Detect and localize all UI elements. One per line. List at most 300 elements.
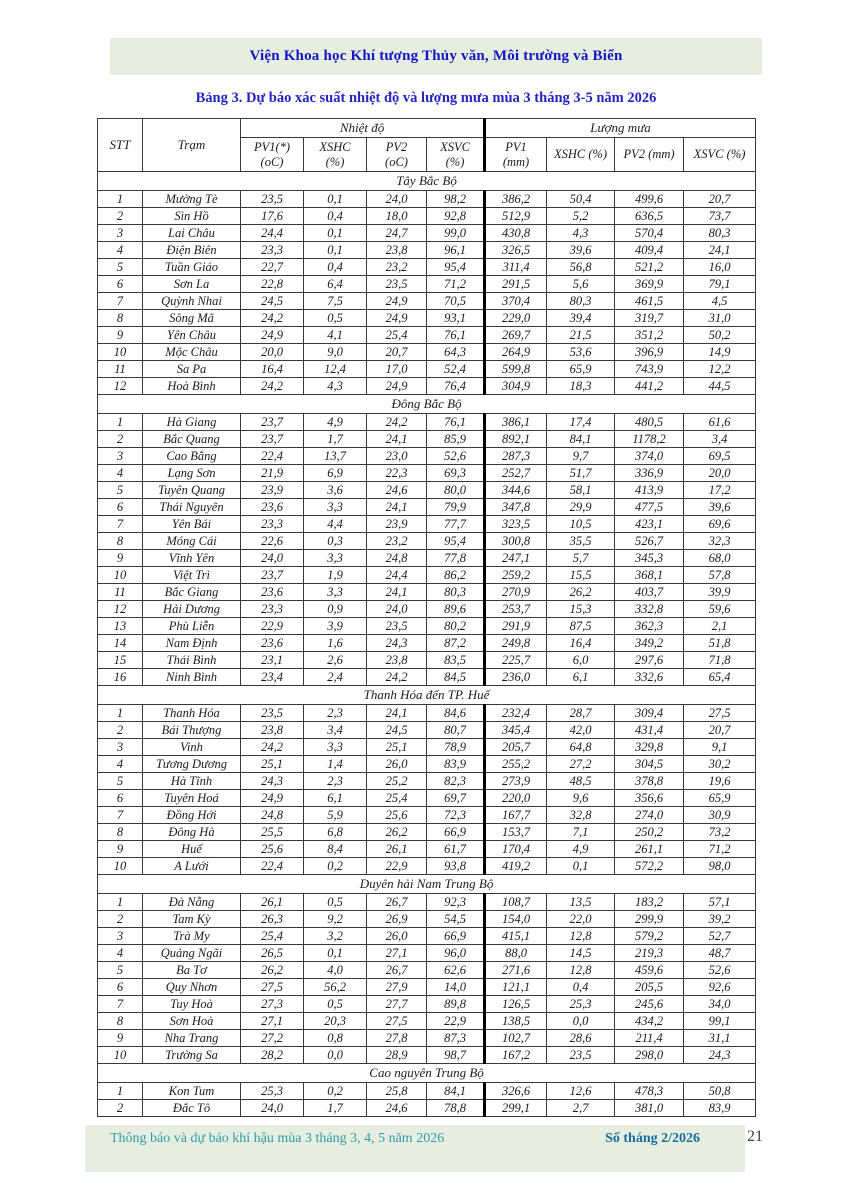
rain-xshc-cell: 53,6 [547, 344, 615, 361]
table-row [98, 1047, 756, 1064]
temp-pv1-cell: 23,9 [241, 482, 304, 499]
temp-xshc-cell: 6,8 [304, 824, 367, 841]
rain-pv1-cell: 344,6 [485, 482, 547, 499]
temp-pv2-cell: 23,2 [367, 259, 427, 276]
station-cell: Nam Định [143, 635, 241, 652]
temp-pv1-cell: 25,4 [241, 928, 304, 945]
rain-xsvc-cell: 71,2 [684, 841, 756, 858]
table-row [98, 344, 756, 361]
table-row [98, 601, 756, 618]
temp-xshc-cell: 0,4 [304, 259, 367, 276]
temp-pv2-cell: 26,7 [367, 894, 427, 911]
stt-cell: 7 [98, 516, 143, 533]
rain-pv1-cell: 167,7 [485, 807, 547, 824]
stt-cell: 15 [98, 652, 143, 669]
stt-cell: 3 [98, 928, 143, 945]
rain-xsvc-cell: 69,5 [684, 448, 756, 465]
temp-xsvc-cell: 93,1 [427, 310, 485, 327]
table-row [98, 1083, 756, 1100]
stt-cell: 11 [98, 361, 143, 378]
temp-xshc-cell: 6,4 [304, 276, 367, 293]
table-row [98, 431, 756, 448]
temp-pv2-cell: 18,0 [367, 208, 427, 225]
rain-xshc-cell: 14,5 [547, 945, 615, 962]
rain-xsvc-cell: 30,2 [684, 756, 756, 773]
temp-pv2-cell: 24,1 [367, 431, 427, 448]
station-cell: Kon Tum [143, 1083, 241, 1100]
rain-pv1-cell: 225,7 [485, 652, 547, 669]
temp-pv2-cell: 24,2 [367, 414, 427, 431]
station-cell: Vĩnh Yên [143, 550, 241, 567]
rain-pv2-cell: 368,1 [615, 567, 684, 584]
table-row [98, 669, 756, 686]
temp-pv1-cell: 16,4 [241, 361, 304, 378]
rain-xshc-cell: 28,7 [547, 705, 615, 722]
rain-xsvc-cell: 57,8 [684, 567, 756, 584]
temp-pv1-cell: 23,5 [241, 705, 304, 722]
rain-pv2-cell: 409,4 [615, 242, 684, 259]
rain-pv1-cell: 512,9 [485, 208, 547, 225]
rain-pv1-cell: 138,5 [485, 1013, 547, 1030]
temp-xsvc-cell: 84,1 [427, 1083, 485, 1100]
footer-issue-number: Số tháng 2/2026 [605, 1131, 700, 1146]
col-header-temp-xsvc-line2: (%) [445, 154, 465, 169]
section-header: Cao nguyên Trung Bộ [98, 1064, 756, 1083]
section-header: Thanh Hóa đến TP. Huế [98, 686, 756, 705]
station-cell: Đồng Hới [143, 807, 241, 824]
temp-pv1-cell: 21,9 [241, 465, 304, 482]
table-row [98, 1013, 756, 1030]
rain-pv2-cell: 250,2 [615, 824, 684, 841]
stt-cell: 3 [98, 739, 143, 756]
temp-pv1-cell: 23,6 [241, 584, 304, 601]
institution-name: Viện Khoa học Khí tượng Thủy văn, Môi trường và Biển [249, 48, 623, 64]
rain-xshc-cell: 50,4 [547, 191, 615, 208]
rain-xsvc-cell: 50,8 [684, 1083, 756, 1100]
rain-pv2-cell: 572,2 [615, 858, 684, 875]
temp-xsvc-cell: 98,2 [427, 191, 485, 208]
section-header: Đông Bắc Bộ [98, 395, 756, 414]
table-row [98, 208, 756, 225]
table-row [98, 773, 756, 790]
temp-xsvc-cell: 52,6 [427, 448, 485, 465]
stt-cell: 6 [98, 499, 143, 516]
temp-pv1-cell: 22,7 [241, 259, 304, 276]
rain-pv1-cell: 205,7 [485, 739, 547, 756]
temp-pv2-cell: 23,0 [367, 448, 427, 465]
station-cell: Tuyên Hoá [143, 790, 241, 807]
temp-pv1-cell: 27,1 [241, 1013, 304, 1030]
rain-pv2-cell: 459,6 [615, 962, 684, 979]
rain-pv1-cell: 126,5 [485, 996, 547, 1013]
temp-pv1-cell: 23,3 [241, 601, 304, 618]
temp-pv2-cell: 26,1 [367, 841, 427, 858]
station-cell: Thanh Hóa [143, 705, 241, 722]
temp-xsvc-cell: 76,1 [427, 327, 485, 344]
stt-cell: 4 [98, 465, 143, 482]
rain-pv1-cell: 249,8 [485, 635, 547, 652]
temp-xshc-cell: 0,5 [304, 310, 367, 327]
temp-xshc-cell: 1,9 [304, 567, 367, 584]
temp-xshc-cell: 3,2 [304, 928, 367, 945]
stt-cell: 2 [98, 911, 143, 928]
rain-pv1-cell: 291,9 [485, 618, 547, 635]
col-header-rain-pv1-line1: PV1 [505, 139, 527, 154]
station-cell: Quảng Ngãi [143, 945, 241, 962]
rain-xshc-cell: 42,0 [547, 722, 615, 739]
rain-pv2-cell: 396,9 [615, 344, 684, 361]
rain-pv2-cell: 349,2 [615, 635, 684, 652]
rain-xshc-cell: 32,8 [547, 807, 615, 824]
rain-xsvc-cell: 27,5 [684, 705, 756, 722]
stt-cell: 3 [98, 225, 143, 242]
temp-pv1-cell: 22,6 [241, 533, 304, 550]
stt-cell: 7 [98, 293, 143, 310]
section-row [98, 686, 756, 705]
station-cell: Thái Bình [143, 652, 241, 669]
station-cell: A Lưới [143, 858, 241, 875]
temp-pv1-cell: 25,6 [241, 841, 304, 858]
rain-xsvc-cell: 80,3 [684, 225, 756, 242]
temp-pv1-cell: 24,9 [241, 790, 304, 807]
footer-banner [85, 1125, 745, 1172]
temp-xsvc-cell: 14,0 [427, 979, 485, 996]
rain-xsvc-cell: 59,6 [684, 601, 756, 618]
temp-pv2-cell: 23,8 [367, 652, 427, 669]
temp-pv1-cell: 23,8 [241, 722, 304, 739]
stt-cell: 8 [98, 310, 143, 327]
rain-pv2-cell: 345,3 [615, 550, 684, 567]
table-row [98, 465, 756, 482]
rain-xshc-cell: 0,0 [547, 1013, 615, 1030]
temp-xshc-cell: 4,1 [304, 327, 367, 344]
temp-pv1-cell: 25,5 [241, 824, 304, 841]
temp-xsvc-cell: 76,4 [427, 378, 485, 395]
temp-xsvc-cell: 96,0 [427, 945, 485, 962]
temp-xsvc-cell: 99,0 [427, 225, 485, 242]
rain-xsvc-cell: 48,7 [684, 945, 756, 962]
rain-pv2-cell: 261,1 [615, 841, 684, 858]
temp-pv1-cell: 22,4 [241, 448, 304, 465]
rain-xsvc-cell: 32,3 [684, 533, 756, 550]
rain-xshc-cell: 2,7 [547, 1100, 615, 1117]
temp-xsvc-cell: 86,2 [427, 567, 485, 584]
table-row [98, 1100, 756, 1117]
temp-pv2-cell: 25,4 [367, 327, 427, 344]
temp-pv2-cell: 20,7 [367, 344, 427, 361]
temp-pv1-cell: 24,8 [241, 807, 304, 824]
temp-xshc-cell: 2,6 [304, 652, 367, 669]
rain-pv2-cell: 245,6 [615, 996, 684, 1013]
temp-pv1-cell: 24,2 [241, 378, 304, 395]
rain-xshc-cell: 4,9 [547, 841, 615, 858]
station-cell: Mường Tè [143, 191, 241, 208]
temp-xshc-cell: 1,4 [304, 756, 367, 773]
station-cell: Hà Giang [143, 414, 241, 431]
station-cell: Vinh [143, 739, 241, 756]
stt-cell: 7 [98, 807, 143, 824]
table-row [98, 790, 756, 807]
rain-pv1-cell: 291,5 [485, 276, 547, 293]
temp-pv2-cell: 27,5 [367, 1013, 427, 1030]
stt-cell: 2 [98, 431, 143, 448]
temp-pv1-cell: 26,2 [241, 962, 304, 979]
temp-xshc-cell: 1,7 [304, 431, 367, 448]
table-row [98, 361, 756, 378]
stt-cell: 9 [98, 550, 143, 567]
stt-cell: 1 [98, 894, 143, 911]
rain-xshc-cell: 15,5 [547, 567, 615, 584]
rain-pv2-cell: 431,4 [615, 722, 684, 739]
table-row [98, 635, 756, 652]
rain-xsvc-cell: 92,6 [684, 979, 756, 996]
section-row [98, 1064, 756, 1083]
rain-pv2-cell: 570,4 [615, 225, 684, 242]
rain-xsvc-cell: 24,1 [684, 242, 756, 259]
rain-pv1-cell: 599,8 [485, 361, 547, 378]
stt-cell: 10 [98, 1047, 143, 1064]
temp-xsvc-cell: 82,3 [427, 773, 485, 790]
rain-xshc-cell: 4,3 [547, 225, 615, 242]
rain-pv1-cell: 259,2 [485, 567, 547, 584]
rain-xsvc-cell: 65,9 [684, 790, 756, 807]
temp-xshc-cell: 0,1 [304, 242, 367, 259]
rain-xshc-cell: 39,4 [547, 310, 615, 327]
rain-pv1-cell: 170,4 [485, 841, 547, 858]
rain-xshc-cell: 80,3 [547, 293, 615, 310]
temp-pv2-cell: 23,2 [367, 533, 427, 550]
temp-pv2-cell: 28,9 [367, 1047, 427, 1064]
table-row [98, 996, 756, 1013]
table-row [98, 756, 756, 773]
rain-xshc-cell: 39,6 [547, 242, 615, 259]
rain-pv2-cell: 211,4 [615, 1030, 684, 1047]
temp-pv2-cell: 23,9 [367, 516, 427, 533]
table-row [98, 414, 756, 431]
rain-xshc-cell: 87,5 [547, 618, 615, 635]
rain-pv2-cell: 403,7 [615, 584, 684, 601]
rain-xshc-cell: 12,6 [547, 1083, 615, 1100]
rain-pv2-cell: 413,9 [615, 482, 684, 499]
station-cell: Lạng Sơn [143, 465, 241, 482]
temp-xsvc-cell: 77,8 [427, 550, 485, 567]
temp-xshc-cell: 3,6 [304, 482, 367, 499]
station-cell: Ninh Bình [143, 669, 241, 686]
temp-xshc-cell: 0,3 [304, 533, 367, 550]
stt-cell: 5 [98, 259, 143, 276]
temp-xsvc-cell: 69,7 [427, 790, 485, 807]
temp-pv2-cell: 24,5 [367, 722, 427, 739]
temp-xsvc-cell: 80,2 [427, 618, 485, 635]
rain-pv1-cell: 247,1 [485, 550, 547, 567]
temp-pv1-cell: 28,2 [241, 1047, 304, 1064]
rain-pv2-cell: 336,9 [615, 465, 684, 482]
rain-xshc-cell: 13,5 [547, 894, 615, 911]
rain-pv2-cell: 477,5 [615, 499, 684, 516]
station-cell: Yên Bái [143, 516, 241, 533]
temp-pv1-cell: 23,7 [241, 431, 304, 448]
table-row [98, 739, 756, 756]
stt-cell: 8 [98, 533, 143, 550]
col-header-station: Trạm [143, 119, 241, 172]
temp-pv2-cell: 24,0 [367, 191, 427, 208]
rain-pv1-cell: 153,7 [485, 824, 547, 841]
table-title: Bảng 3. Dự báo xác suất nhiệt độ và lượng mưa mùa 3 tháng 3-5 năm 2026 [195, 90, 657, 106]
station-cell: Việt Trì [143, 567, 241, 584]
temp-xsvc-cell: 95,4 [427, 533, 485, 550]
temp-pv1-cell: 23,5 [241, 191, 304, 208]
stt-cell: 4 [98, 756, 143, 773]
rain-xshc-cell: 12,8 [547, 928, 615, 945]
rain-pv1-cell: 270,9 [485, 584, 547, 601]
rain-xsvc-cell: 14,9 [684, 344, 756, 361]
rain-pv2-cell: 743,9 [615, 361, 684, 378]
stt-cell: 2 [98, 208, 143, 225]
temp-pv2-cell: 26,9 [367, 911, 427, 928]
rain-pv1-cell: 311,4 [485, 259, 547, 276]
stt-cell: 3 [98, 448, 143, 465]
temp-xshc-cell: 5,9 [304, 807, 367, 824]
table-row [98, 242, 756, 259]
temp-xsvc-cell: 54,5 [427, 911, 485, 928]
rain-pv1-cell: 253,7 [485, 601, 547, 618]
rain-xsvc-cell: 39,2 [684, 911, 756, 928]
stt-cell: 13 [98, 618, 143, 635]
rain-pv1-cell: 370,4 [485, 293, 547, 310]
temp-xsvc-cell: 71,2 [427, 276, 485, 293]
temp-pv2-cell: 24,7 [367, 225, 427, 242]
rain-pv2-cell: 183,2 [615, 894, 684, 911]
temp-xshc-cell: 0,2 [304, 858, 367, 875]
rain-pv1-cell: 892,1 [485, 431, 547, 448]
rain-pv2-cell: 351,2 [615, 327, 684, 344]
temp-xshc-cell: 0,1 [304, 191, 367, 208]
temp-xsvc-cell: 22,9 [427, 1013, 485, 1030]
rain-pv1-cell: 430,8 [485, 225, 547, 242]
rain-pv1-cell: 167,2 [485, 1047, 547, 1064]
temp-xshc-cell: 3,3 [304, 550, 367, 567]
temp-xsvc-cell: 87,3 [427, 1030, 485, 1047]
temp-xshc-cell: 0,5 [304, 996, 367, 1013]
rain-pv2-cell: 332,6 [615, 669, 684, 686]
temp-xsvc-cell: 78,9 [427, 739, 485, 756]
temp-pv2-cell: 24,6 [367, 1100, 427, 1117]
table-row [98, 567, 756, 584]
rain-pv2-cell: 579,2 [615, 928, 684, 945]
col-header-rain-pv2: PV2 (mm) [615, 138, 684, 172]
rain-xshc-cell: 0,1 [547, 858, 615, 875]
rain-xsvc-cell: 83,9 [684, 1100, 756, 1117]
temp-xshc-cell: 3,3 [304, 739, 367, 756]
stt-cell: 6 [98, 276, 143, 293]
stt-cell: 11 [98, 584, 143, 601]
temp-pv1-cell: 22,8 [241, 276, 304, 293]
temp-xshc-cell: 9,0 [304, 344, 367, 361]
rain-pv2-cell: 480,5 [615, 414, 684, 431]
rain-pv2-cell: 461,5 [615, 293, 684, 310]
rain-pv2-cell: 378,8 [615, 773, 684, 790]
table-row [98, 824, 756, 841]
station-cell: Sông Mã [143, 310, 241, 327]
table-row [98, 482, 756, 499]
temp-xshc-cell: 56,2 [304, 979, 367, 996]
station-cell: Sơn La [143, 276, 241, 293]
stt-cell: 10 [98, 858, 143, 875]
temp-xshc-cell: 0,4 [304, 208, 367, 225]
temp-xsvc-cell: 80,0 [427, 482, 485, 499]
col-header-temp-pv2-line1: PV2 [385, 139, 408, 154]
rain-xsvc-cell: 3,4 [684, 431, 756, 448]
temp-xshc-cell: 9,2 [304, 911, 367, 928]
temp-xsvc-cell: 78,8 [427, 1100, 485, 1117]
rain-pv1-cell: 415,1 [485, 928, 547, 945]
temp-xshc-cell: 20,3 [304, 1013, 367, 1030]
temp-pv2-cell: 25,1 [367, 739, 427, 756]
table-row [98, 293, 756, 310]
temp-xsvc-cell: 66,9 [427, 928, 485, 945]
temp-pv1-cell: 25,1 [241, 756, 304, 773]
temp-pv2-cell: 23,5 [367, 618, 427, 635]
rain-xsvc-cell: 79,1 [684, 276, 756, 293]
temp-xshc-cell: 4,4 [304, 516, 367, 533]
temp-xsvc-cell: 79,9 [427, 499, 485, 516]
station-cell: Sơn Hoà [143, 1013, 241, 1030]
temp-xsvc-cell: 96,1 [427, 242, 485, 259]
rain-pv2-cell: 298,0 [615, 1047, 684, 1064]
stt-cell: 10 [98, 567, 143, 584]
rain-xsvc-cell: 68,0 [684, 550, 756, 567]
rain-xshc-cell: 6,0 [547, 652, 615, 669]
stt-cell: 5 [98, 962, 143, 979]
station-cell: Nha Trang [143, 1030, 241, 1047]
col-header-temp-pv1-line2: (oC) [260, 154, 284, 169]
stt-cell: 1 [98, 414, 143, 431]
rain-xsvc-cell: 2,1 [684, 618, 756, 635]
temp-xshc-cell: 13,7 [304, 448, 367, 465]
temp-pv2-cell: 24,4 [367, 567, 427, 584]
station-cell: Bắc Quang [143, 431, 241, 448]
rain-xshc-cell: 65,9 [547, 361, 615, 378]
temp-xsvc-cell: 69,3 [427, 465, 485, 482]
temp-pv2-cell: 24,2 [367, 669, 427, 686]
temp-xsvc-cell: 80,3 [427, 584, 485, 601]
table-row [98, 911, 756, 928]
station-cell: Điện Biên [143, 242, 241, 259]
temp-xshc-cell: 0,2 [304, 1083, 367, 1100]
rain-pv1-cell: 347,8 [485, 499, 547, 516]
temp-pv1-cell: 26,3 [241, 911, 304, 928]
temp-pv1-cell: 24,5 [241, 293, 304, 310]
rain-xshc-cell: 15,3 [547, 601, 615, 618]
temp-xsvc-cell: 89,6 [427, 601, 485, 618]
col-header-temp-xshc-line1: XSHC [319, 139, 351, 154]
temp-pv2-cell: 24,1 [367, 584, 427, 601]
station-cell: Bái Thượng [143, 722, 241, 739]
rain-xsvc-cell: 65,4 [684, 669, 756, 686]
col-header-temp-pv2-line2: (oC) [385, 154, 408, 169]
table-row [98, 310, 756, 327]
station-cell: Hà Tĩnh [143, 773, 241, 790]
stt-cell: 1 [98, 705, 143, 722]
rain-xsvc-cell: 99,1 [684, 1013, 756, 1030]
section-header: Tây Bắc Bộ [98, 172, 756, 191]
rain-xshc-cell: 35,5 [547, 533, 615, 550]
station-cell: Lai Châu [143, 225, 241, 242]
rain-xsvc-cell: 20,0 [684, 465, 756, 482]
rain-xsvc-cell: 39,6 [684, 499, 756, 516]
rain-pv2-cell: 374,0 [615, 448, 684, 465]
table-row [98, 894, 756, 911]
